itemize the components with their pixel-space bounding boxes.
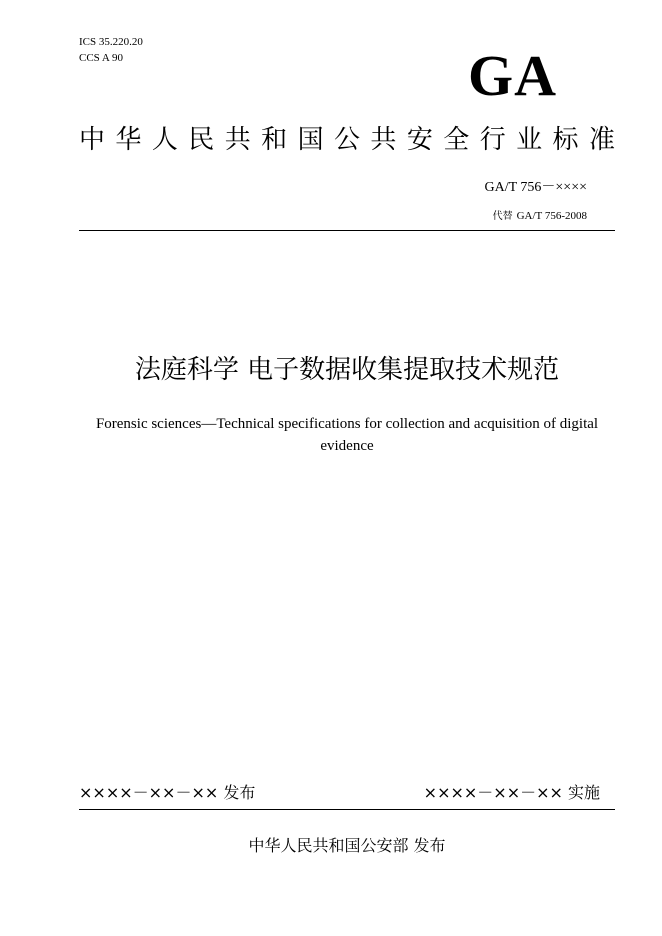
document-title-chinese: 法庭科学 电子数据收集提取技术规范 [134, 355, 560, 385]
classification-codes [79, 34, 143, 66]
implementation-date: ××××－××－×× 实施 [423, 783, 600, 802]
footer-divider [79, 809, 615, 810]
header-divider [79, 230, 615, 231]
replaces-line [493, 208, 587, 225]
ics-code: ICS 35.220.20 [79, 36, 143, 48]
ccs-code: CCS A 90 [79, 52, 124, 64]
replaces-number: GA/T 756-2008 [516, 210, 587, 222]
standard-category-title: 中华人民共和国公共安全行业标准 [79, 125, 615, 155]
standard-number: GA/T 756－×××× [484, 180, 587, 195]
document-title-english: Forensic sciences—Technical specifications for collection and acquisition of digital evidence [95, 416, 599, 454]
publisher: 中华人民共和国公安部 发布 [248, 836, 446, 855]
ga-logo: GA [468, 43, 557, 108]
replaces-label: 代替 [492, 211, 513, 222]
issue-date: ××××－××－×× 发布 [79, 783, 256, 802]
